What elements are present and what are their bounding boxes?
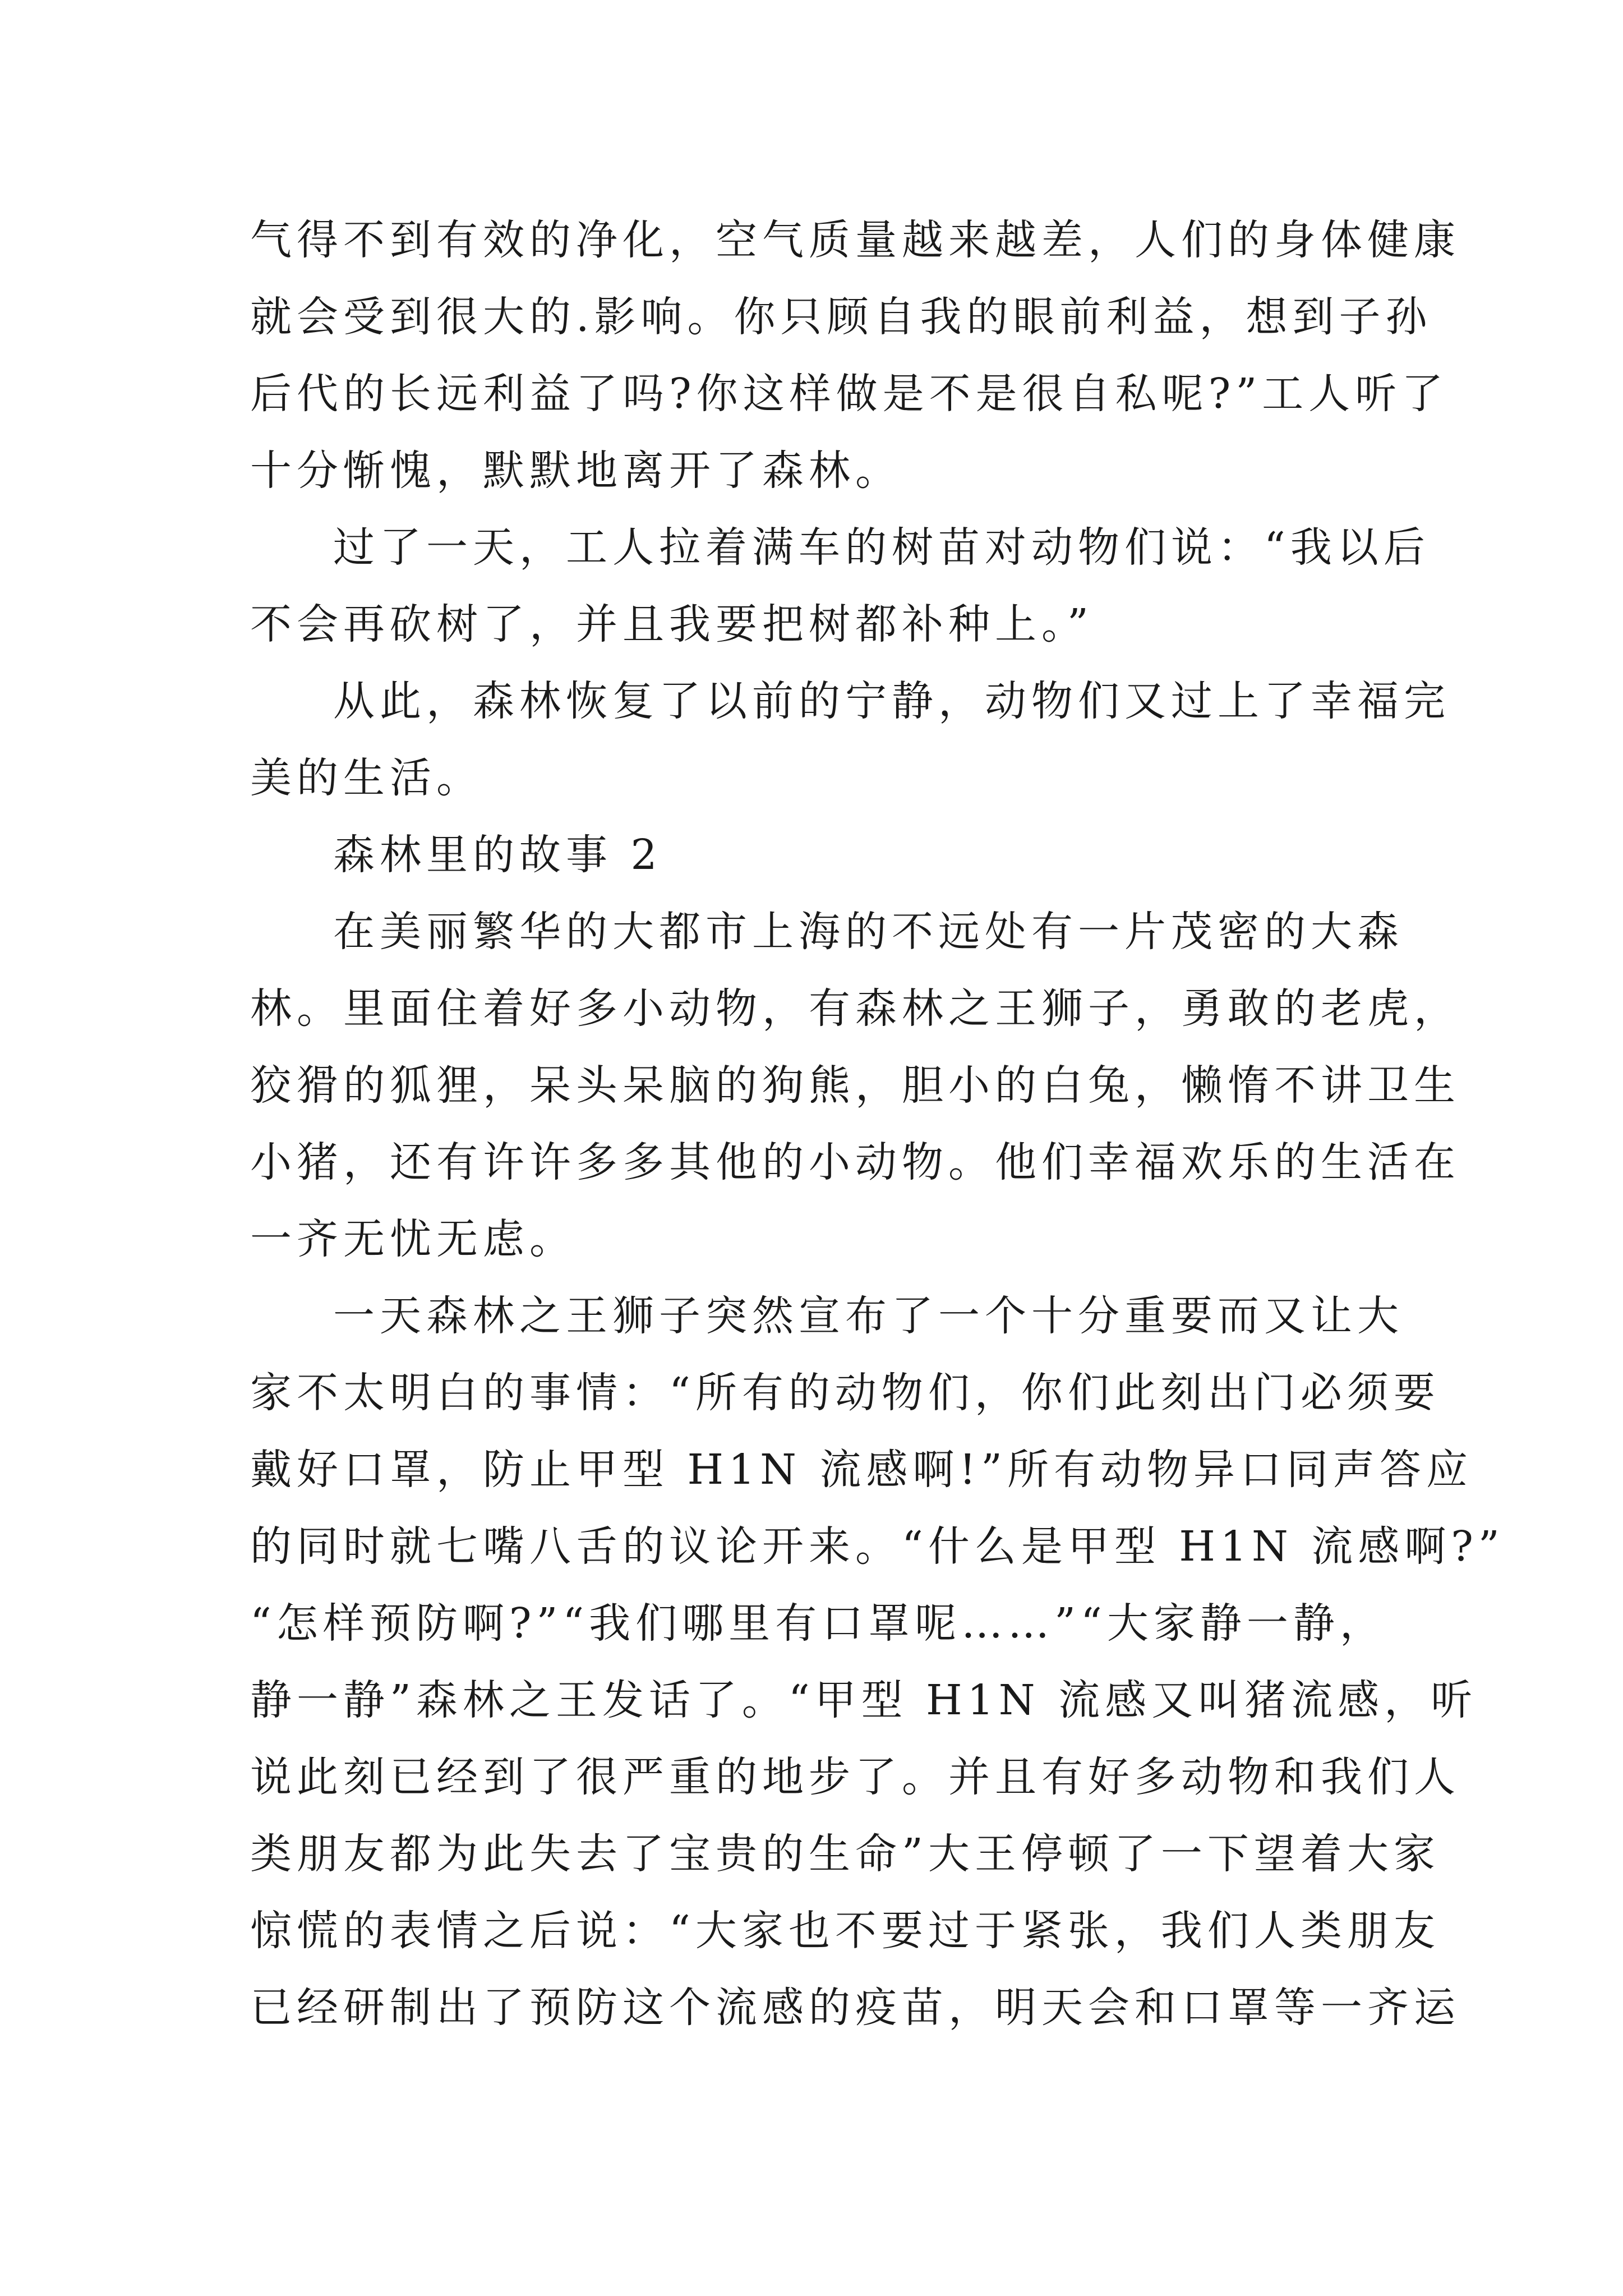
text-line: 后代的长远利益了吗?你这样做是不是很自私呢?”工人听了 — [250, 370, 1449, 418]
text-line: 已经研制出了预防这个流感的疫苗，明天会和口罩等一齐运 — [250, 1984, 1460, 2032]
section-heading: 森林里的故事 2 — [333, 831, 662, 879]
text-line: 小猪，还有许许多多其他的小动物。他们幸福欢乐的生活在 — [250, 1138, 1460, 1186]
text-line: 美的生活。 — [250, 754, 483, 802]
text-line: 的同时就七嘴八舌的议论开来。“什么是甲型 H1N 流感啊?” — [250, 1522, 1505, 1571]
text-line: 就会受到很大的.影响。你只顾自我的眼前利益，想到子孙 — [250, 293, 1432, 341]
text-line: 家不太明白的事情：“所有的动物们，你们此刻出门必须要 — [250, 1369, 1440, 1417]
text-line: 惊慌的表情之后说：“大家也不要过于紧张，我们人类朋友 — [250, 1907, 1440, 1955]
text-line: 静一静”森林之王发话了。“甲型 H1N 流感又叫猪流感，听 — [250, 1676, 1478, 1724]
text-line: 一天森林之王狮子突然宣布了一个十分重要而又让大 — [333, 1292, 1404, 1340]
text-line: 狡猾的狐狸，呆头呆脑的狗熊，胆小的白兔，懒惰不讲卫生 — [250, 1061, 1460, 1110]
text-line: 从此，森林恢复了以前的宁静，动物们又过上了幸福完 — [333, 677, 1450, 725]
document-body — [250, 202, 1505, 2046]
text-line: 十分惭愧，默默地离开了森林。 — [250, 447, 902, 495]
text-line: 在美丽繁华的大都市上海的不远处有一片茂密的大森 — [333, 908, 1404, 956]
text-line: 不会再砍树了，并且我要把树都补种上。” — [250, 600, 1094, 648]
text-line: 说此刻已经到了很严重的地步了。并且有好多动物和我们人 — [250, 1753, 1460, 1801]
text-line: 一齐无忧无虑。 — [250, 1215, 576, 1263]
text-line: 气得不到有效的净化，空气质量越来越差，人们的身体健康 — [250, 216, 1460, 264]
text-line: “怎样预防啊?”“我们哪里有口罩呢……”“大家静一静， — [250, 1599, 1386, 1648]
text-line: 类朋友都为此失去了宝贵的生命”大王停顿了一下望着大家 — [250, 1830, 1440, 1878]
text-line: 戴好口罩，防止甲型 H1N 流感啊!”所有动物异口同声答应 — [250, 1446, 1473, 1494]
text-line: 林。里面住着好多小动物，有森林之王狮子，勇敢的老虎， — [250, 984, 1460, 1033]
text-line: 过了一天，工人拉着满车的树苗对动物们说：“我以后 — [333, 523, 1430, 572]
